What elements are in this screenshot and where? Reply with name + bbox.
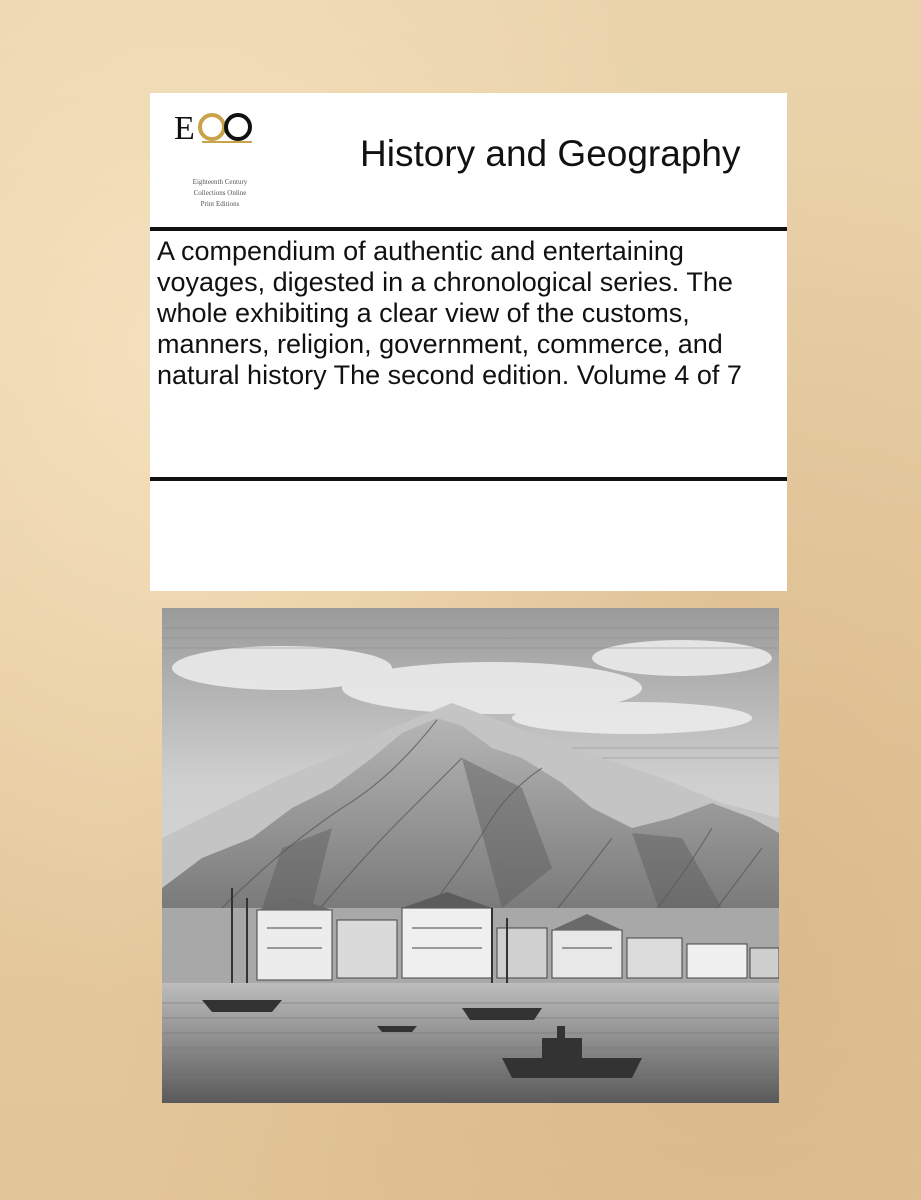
logo-ring-1 bbox=[200, 115, 224, 139]
harbour-engraving-image bbox=[162, 608, 779, 1103]
top-divider-rule bbox=[150, 227, 787, 231]
logo-letter-e: E bbox=[174, 110, 195, 147]
ecco-logo bbox=[166, 107, 262, 219]
bottom-divider-rule bbox=[150, 477, 787, 481]
engraving-illustration bbox=[162, 608, 779, 1103]
logo-caption bbox=[180, 177, 260, 210]
logo-underline bbox=[202, 141, 252, 143]
logo-ring-2 bbox=[226, 115, 250, 139]
logo-caption-line: Collections Online bbox=[193, 189, 247, 197]
logo-caption-line: Eighteenth Century bbox=[192, 178, 248, 186]
ecco-logo-mark bbox=[172, 107, 262, 147]
logo-caption-line: Print Editions bbox=[200, 200, 240, 208]
cover-header-panel bbox=[150, 93, 787, 591]
book-title: A compendium of authentic and entertaining voyages, digested in a chronological series. The whole exhibiting a clear view of the customs, manners, religion, government, commerce, and natural history The second edition. Volume 4 of 7 bbox=[157, 236, 742, 390]
series-title: History and Geography bbox=[360, 133, 741, 174]
